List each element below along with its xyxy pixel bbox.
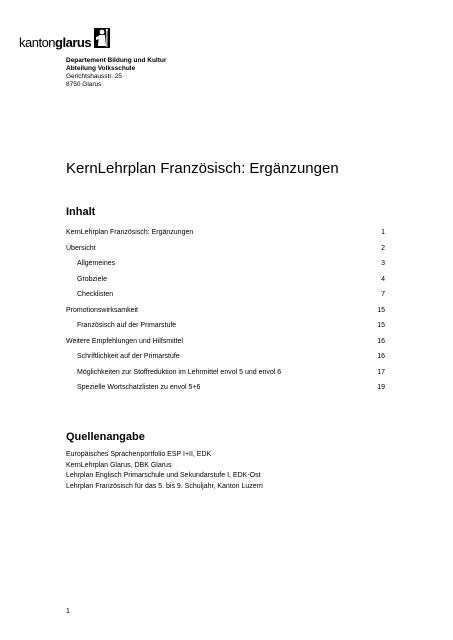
toc-entry[interactable] <box>66 304 385 320</box>
toc-entry-label: Weitere Empfehlungen und Hilfsmittel <box>66 337 183 345</box>
toc-subentry[interactable] <box>66 273 385 289</box>
toc-entry-label: Schriftlichkeit auf der Primarstufe <box>77 353 180 360</box>
kanton-glarus-logo <box>19 27 111 49</box>
logo-wordmark <box>19 36 91 49</box>
toc-heading: Inhalt <box>66 206 96 218</box>
sources-list <box>66 450 263 492</box>
address-street: Gerichtshausstr. 25 <box>66 73 122 80</box>
address-department: Departement Bildung und Kultur <box>66 57 167 64</box>
toc-subentry[interactable] <box>66 366 385 382</box>
toc-entry-label: Allgemeines <box>77 260 116 267</box>
toc-entry-page: 2 <box>381 244 385 252</box>
toc-subentry[interactable] <box>66 288 385 304</box>
toc-entry-label: KernLehrplan Französisch: Ergänzungen <box>66 229 194 236</box>
toc-entry-label: Spezielle Wortschatzlisten zu envol 5+6 <box>77 384 201 391</box>
toc-entry-label: Checklisten <box>77 291 114 298</box>
toc-subentry[interactable] <box>66 381 385 397</box>
toc-entry[interactable] <box>66 226 385 242</box>
toc-entry-page: 7 <box>381 291 385 298</box>
toc-entry-page: 17 <box>377 368 385 376</box>
document-title: KernLehrplan Französisch: Ergänzungen <box>66 160 339 177</box>
logo-word-kanton: kanton <box>19 35 56 50</box>
toc-entry[interactable] <box>66 335 385 351</box>
address-city: 8750 Glarus <box>66 81 102 88</box>
toc-entry-page: 19 <box>377 384 385 391</box>
source-line: Lehrplan Französisch für das 5. bis 9. Schuljahr, Kanton Luzern <box>66 482 263 490</box>
toc-subentry[interactable] <box>66 319 385 335</box>
sources-heading: Quellenangabe <box>66 431 145 443</box>
toc-entry-page: 3 <box>381 260 385 267</box>
toc-subentry[interactable] <box>66 257 385 273</box>
source-line: KernLehrplan Glarus, DBK Glarus <box>66 461 172 469</box>
source-line: Europäisches Sprachenportfolio ESP I+II, EDK <box>66 451 212 458</box>
toc-entry-label: Grobziele <box>77 275 107 283</box>
table-of-contents <box>66 226 385 397</box>
toc-entry-label: Möglichkeiten zur Stoffreduktion im Lehrmittel envol 5 und envol 6 <box>77 368 282 376</box>
page-number: 1 <box>66 608 70 615</box>
toc-entry[interactable] <box>66 242 385 258</box>
toc-entry-page: 16 <box>377 337 385 345</box>
toc-entry-page: 4 <box>381 275 385 283</box>
logo-word-glarus: glarus <box>55 35 92 50</box>
address-division: Abteilung Volksschule <box>66 65 136 72</box>
toc-entry-label: Übersicht <box>66 244 96 252</box>
toc-entry-page: 1 <box>381 229 385 236</box>
toc-entry-page: 15 <box>377 306 385 314</box>
toc-entry-label: Promotionswirksamkeit <box>66 306 138 314</box>
toc-entry-page: 15 <box>377 322 385 329</box>
source-line: Lehrplan Englisch Primarschule und Sekundarstufe I, EDK-Ost <box>66 472 261 479</box>
toc-subentry[interactable] <box>66 350 385 366</box>
fridolin-emblem-icon <box>93 27 111 49</box>
toc-entry-page: 16 <box>377 353 385 360</box>
sender-address <box>66 57 166 89</box>
toc-entry-label: Französisch auf der Primarstufe <box>77 322 177 329</box>
